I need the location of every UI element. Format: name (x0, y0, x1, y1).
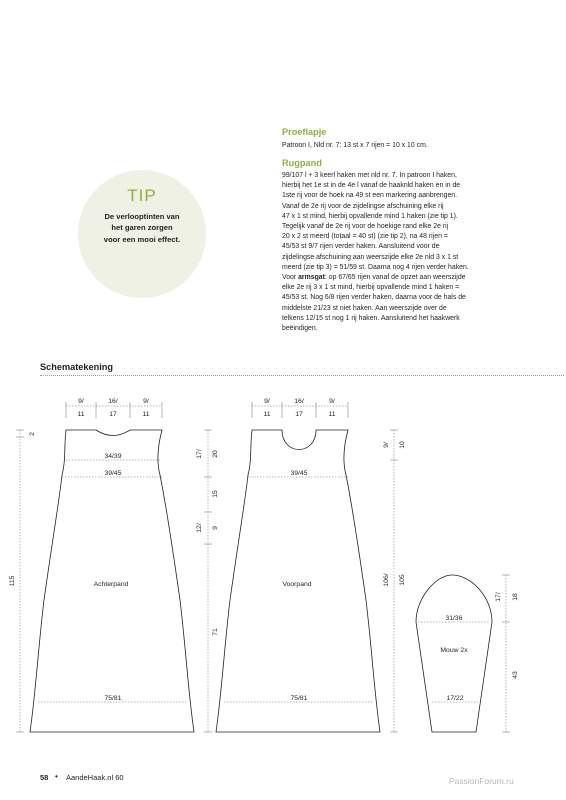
proeflapje-heading: Proeflapje (282, 127, 327, 137)
tip-line: het garen zorgen (111, 223, 173, 233)
mouw-right-cap-small: 17/ (495, 592, 502, 602)
achterpand-top-big-mid: 17 (109, 411, 117, 418)
proeflapje-text: Patroon I, Nld nr. 7: 13 st x 7 rijen = 10 x 10 cm. (282, 142, 428, 149)
voorpand-left-a-big: 20 (212, 450, 219, 458)
schema-title: Schematekening (40, 362, 114, 372)
rugpand-line: meerd (zie tip 3) = 51/59 st. Daarna nog 4 rijen verder haken. (282, 263, 469, 271)
rugpand-line: 20 x 2 st meerd (totaal = 40 st) (zie tip 2), na 48 rijen = (282, 233, 448, 241)
achterpand-top-big-right: 11 (142, 411, 150, 418)
voorpand-top-big-mid: 17 (295, 411, 303, 418)
rugpand-line: 47 x 1 st mind, hierbij opvallende mind 1 haken (zie tip 1). (282, 212, 458, 220)
voorpand-left-c-small: 12/ (196, 523, 203, 533)
rugpand-line: 99/107 l + 3 keerl haken met nld nr. 7. In patroon I haken, (282, 172, 457, 179)
mouw-lower: 17/22 (446, 695, 464, 702)
voorpand-top-small-mid: 16/ (294, 398, 304, 405)
voorpand-left-b: 15 (212, 490, 219, 498)
achterpand-label: Achterpand (93, 581, 129, 588)
tip-line: De verlooptinten van (104, 212, 180, 221)
rugpand-line: middelste 21/23 st niet haken. Aan weerszijde over de (282, 304, 447, 312)
achterpand-chest-lower: 39/45 (104, 470, 122, 477)
rugpand-line: elke 2e rij 3 x 1 st mind, hierbij opvallende mind 1 haken = (282, 284, 460, 292)
rugpand-heading: Rugpand (282, 158, 322, 168)
voorpand-label: Voorpand (282, 581, 312, 588)
mouw-upper: 31/36 (445, 615, 463, 622)
achterpand-chest-upper: 34/39 (104, 453, 122, 460)
achterpand-left-top: 2 (29, 432, 36, 436)
footer-bullet: • (55, 772, 58, 781)
voorpand-hem: 75/81 (290, 695, 308, 702)
rugpand-line: 45/53 st. Nog 6/8 rijen verder haken, daarna voor de hals de (282, 294, 466, 302)
voorpand-right-neck-small: 9/ (383, 442, 390, 448)
mouw-drawing (416, 575, 519, 732)
armsgat-bold: armsgat (298, 274, 325, 282)
rugpand-line: hierbij het 1e st in de 4e l vanaf de haaknld haken en in de (282, 182, 461, 190)
voorpand-right-neck-big: 10 (399, 441, 406, 449)
voorpand-right-total-big: 105 (399, 574, 406, 586)
voorpand-right-total-small: 106/ (383, 573, 390, 587)
rugpand-line: beëindigen. (282, 325, 318, 333)
magazine-name: AandeHaak.nl 60 (66, 773, 124, 782)
rugpand-line: 1ste rij voor de hoek na 49 st een markering aanbrengen. (282, 192, 458, 200)
voorpand-chest: 39/45 (290, 470, 308, 477)
voorpand-left-a-small: 17/ (196, 449, 203, 459)
armsgat-rest: : op 67/65 rijen vanaf de opzet aan weerszijde (324, 274, 466, 282)
page-number: 58 (40, 773, 49, 782)
tip-line: voor een mooi effect. (103, 234, 181, 244)
achterpand-hem: 75/81 (104, 695, 122, 702)
achterpand-top-small-right: 9/ (143, 398, 149, 405)
achterpand-top-small-left: 9/ (78, 398, 84, 405)
rugpand-line: telkens 12/15 st nog 1 rij haken. Aansluitend het haakwerk (282, 314, 460, 322)
voorpand-top-big-left: 11 (263, 411, 271, 418)
achterpand-top-small-mid: 16/ (108, 398, 118, 405)
rugpand-line: 45/53 st 9/7 rijen verder haken. Aansluitend voor de (282, 243, 440, 251)
achterpand-drawing (9, 398, 194, 732)
voorpand-top-small-right: 9/ (329, 398, 335, 405)
achterpand-left-total: 115 (9, 575, 16, 587)
voorpand-drawing (196, 398, 406, 732)
mouw-right-cap-big: 18 (512, 593, 519, 601)
rugpand-line: zijdelingse afschuining aan weerszijde elke 2e nld 3 x 1 st (282, 253, 459, 261)
voorpand-top-big-right: 11 (328, 411, 336, 418)
watermark: PassionForum.ru (449, 776, 514, 786)
mouw-label: Mouw 2x (440, 647, 468, 654)
voorpand-top-small-left: 9/ (264, 398, 270, 405)
rugpand-line: Vanaf de 2e rij voor de zijdelingse afschuining elke rij (282, 202, 444, 210)
rugpand-line: Tegelijk vanaf de 2e rij voor de hoekige rand elke 2e rij (282, 223, 449, 231)
tip-title: TIP (127, 186, 157, 205)
voorpand-left-d: 71 (212, 628, 219, 636)
achterpand-top-big-left: 11 (77, 411, 85, 418)
voorpand-left-c-big: 9 (212, 526, 219, 530)
armsgat-prefix: Voor (282, 274, 299, 282)
mouw-right-low: 43 (512, 671, 519, 679)
